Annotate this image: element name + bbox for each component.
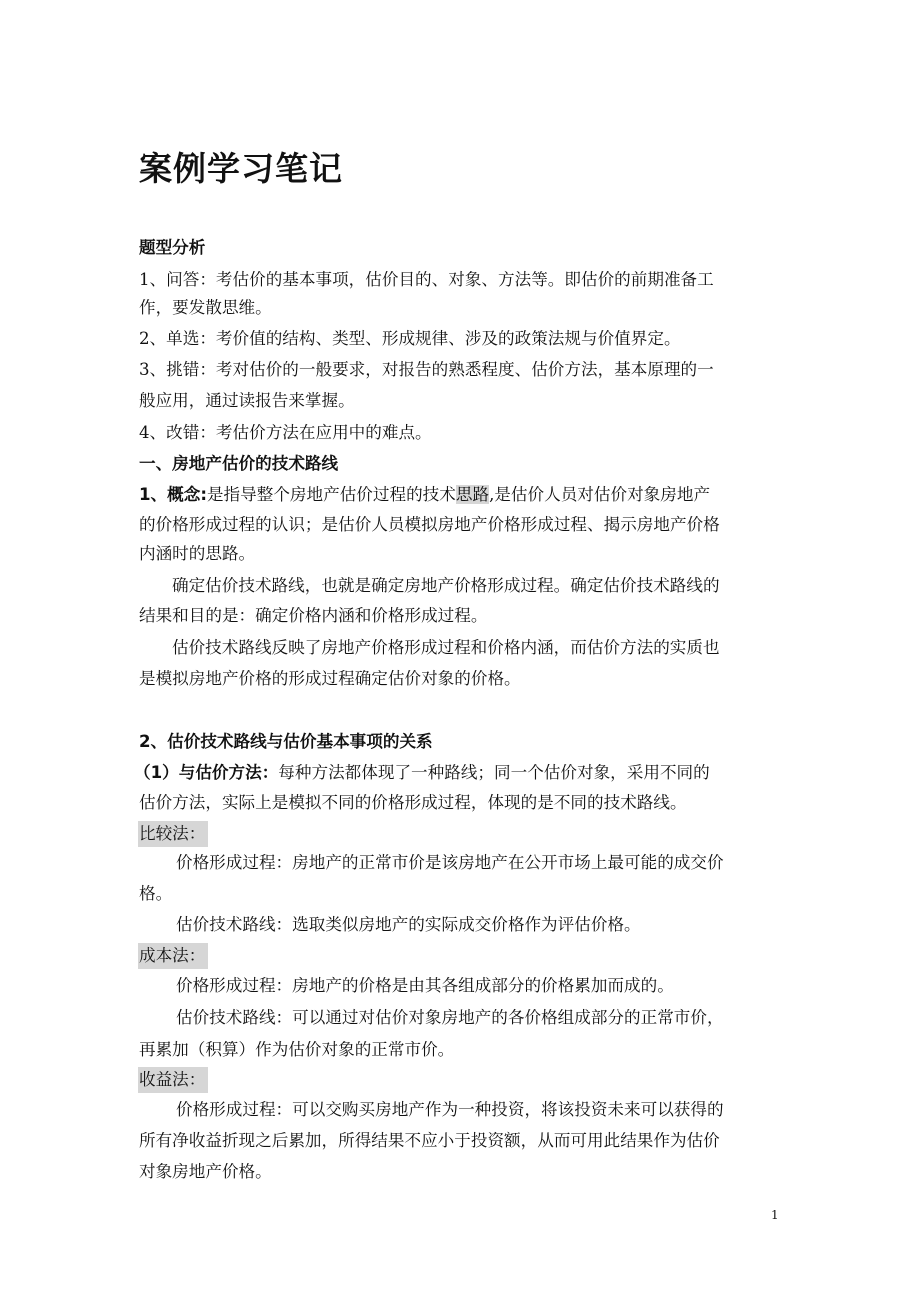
paragraph-line: 确定估价技术路线，也就是确定房地产价格形成过程。确定估价技术路线的 <box>172 576 720 595</box>
concept-label: 1、概念: <box>139 485 207 504</box>
method-text: 每种方法都体现了一种路线；同一个估价对象，采用不同的 <box>278 763 710 782</box>
method-label: （1）与估价方法： <box>134 763 279 782</box>
paragraph-line: 1、问答：考估价的基本事项，估价目的、对象、方法等。即估价的前期准备工 <box>139 270 714 289</box>
highlighted-text: 思路 <box>455 485 490 504</box>
paragraph-line: 价格形成过程：可以交购买房地产作为一种投资，将该投资未来可以获得的 <box>176 1100 724 1119</box>
paragraph-line: 3、挑错：考对估价的一般要求，对报告的熟悉程度、估价方法，基本原理的一 <box>139 360 714 379</box>
comparison-method-tag: 比较法： <box>138 821 208 847</box>
paragraph-line: 结果和目的是：确定价格内涵和价格形成过程。 <box>139 606 488 625</box>
paragraph-line: 所有净收益折现之后累加，所得结果不应小于投资额，从而可用此结果作为估价 <box>139 1131 720 1150</box>
paragraph-line: 对象房地产价格。 <box>139 1162 272 1181</box>
paragraph-line: 2、单选：考价值的结构、类型、形成规律、涉及的政策法规与价值界定。 <box>139 329 681 348</box>
concept-text: 是指导整个房地产估价过程的技术 <box>206 485 456 504</box>
section-heading-question-types: 题型分析 <box>139 238 206 257</box>
section-heading-technical-route: 一、房地产估价的技术路线 <box>139 454 339 473</box>
paragraph-line: 再累加（积算）作为估价对象的正常市价。 <box>139 1040 455 1059</box>
paragraph-line: 估价技术路线：选取类似房地产的实际成交价格作为评估价格。 <box>176 915 641 934</box>
paragraph-line: 4、改错：考估价方法在应用中的难点。 <box>139 423 432 442</box>
paragraph-line: 估价方法，实际上是模拟不同的价格形成过程，体现的是不同的技术路线。 <box>139 793 687 812</box>
page-number: 1 <box>771 1208 779 1222</box>
paragraph-line: 价格形成过程：房地产的正常市价是该房地产在公开市场上最可能的成交价 <box>176 853 724 872</box>
paragraph-line: 的价格形成过程的认识；是估价人员模拟房地产价格形成过程、揭示房地产价格 <box>139 515 720 534</box>
paragraph-line: 估价技术路线：可以通过对估价对象房地产的各价格组成部分的正常市价， <box>176 1008 724 1027</box>
paragraph-line: 是模拟房地产价格的形成过程确定估价对象的价格。 <box>139 669 521 688</box>
paragraph-line: 内涵时的思路。 <box>139 544 256 563</box>
cost-method-tag: 成本法： <box>138 943 208 969</box>
method-line <box>134 763 784 783</box>
page-title: 案例学习笔记 <box>139 149 343 188</box>
paragraph-line: 格。 <box>139 884 173 903</box>
concept-line <box>139 485 789 505</box>
paragraph-line: 作，要发散思维。 <box>139 298 272 317</box>
paragraph-line: 估价技术路线反映了房地产价格形成过程和价格内涵，而估价方法的实质也 <box>172 638 720 657</box>
income-method-tag: 收益法： <box>138 1067 208 1093</box>
concept-text: ,是估价人员对估价对象房地产 <box>489 485 711 504</box>
section-heading-relationship: 2、估价技术路线与估价基本事项的关系 <box>139 732 433 751</box>
paragraph-line: 般应用，通过读报告来掌握。 <box>139 391 355 410</box>
paragraph-line: 价格形成过程：房地产的价格是由其各组成部分的价格累加而成的。 <box>176 976 674 995</box>
